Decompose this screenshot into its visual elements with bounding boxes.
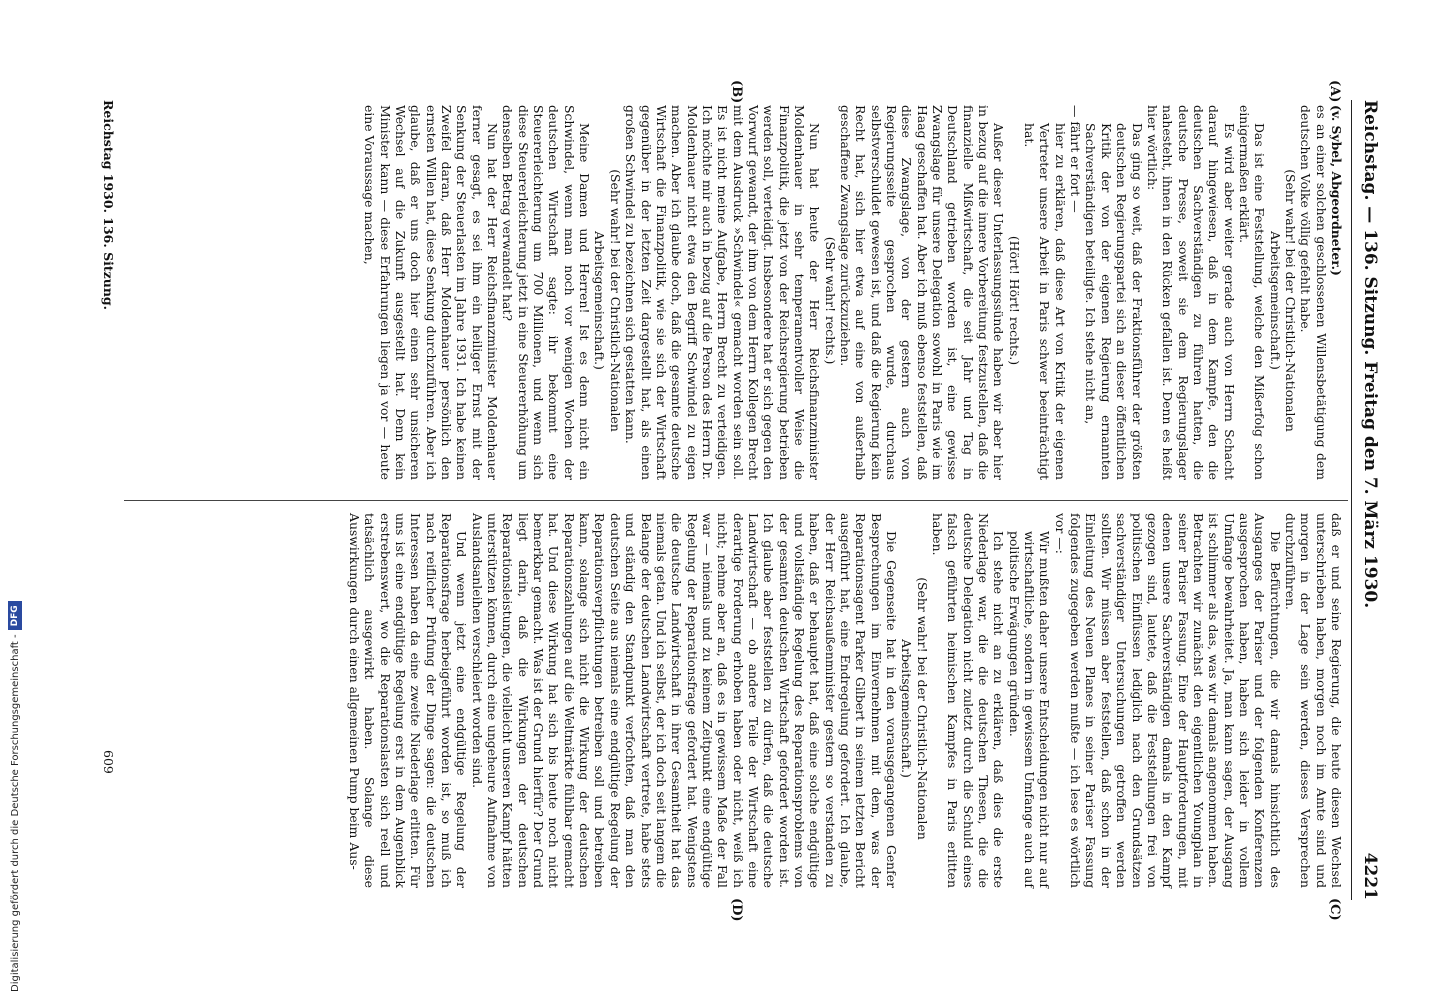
interjection: (Sehr wahr! bei der Christlich-Nationalen Arbeitsgemeinschaft.) <box>1267 169 1298 432</box>
footer-source: Reichstag 1930. 136. Sitzung. <box>101 100 116 310</box>
paragraph: Die Befürchtungen, die wir damals hinsichtlich des Ausganges der Pariser und der folgenden Konferenzen ausgesprochen haben, haben sich leider in vollem Umfange bewahrheitet. Ja, man kann sagen, der Ausgang ist schlimmer als das, was wir damals angenommen haben. Betrachten wir zunächst den eigentlichen Youngplan in seiner Pariser Fassung. Eine der Hauptforderungen, mit denen unsere Sachverständigen damals in den Kampf gezogen sind, lautete, daß die Feststellungen frei von politischen Einflüssen lediglich nach den Grundsätzen sachverständiger Untersuchungen getroffen werden sollten. Wir müssen aber feststellen, daß schon in der Einleitung des Neuen Planes in seiner Pariser Fassung folgendes zugegeben werden mußte — ich lese es wörtlich vor —: <box>1052 513 1283 888</box>
digitization-strip <box>6 420 26 992</box>
margin-mark-a: (A) <box>1327 80 1342 103</box>
digitization-note <box>6 420 26 992</box>
quotation: Wir mußten daher unsere Entscheidungen nicht nur auf wirtschaftliche, sondern in gewissem Umfange auch auf politische Erwägungen gründen. <box>1006 531 1053 888</box>
speaker-line: (v. Sybel, Abgeordneter.) <box>1329 105 1344 276</box>
quotation: Das ging so weit, daß der Fraktionsführer der größten deutschen Regierungspartei sich an dieser öffentlichen Kritik der von der eigenen Regierung ernannten Sachverständigen beteiligte. Ich stehe nicht an, <box>1083 123 1145 480</box>
right-column <box>347 513 1344 888</box>
header-page-number: 4221 <box>1360 852 1380 900</box>
quotation: hier zu erklären, daß diese Art von Kritik der eigenen Vertreter unsere Arbeit in Paris schwer beeinträchtigt hat. <box>1022 123 1068 480</box>
paragraph: Es wird aber weiter gerade auch von Herrn Schacht darauf hingewiesen, daß in dem Kampfe, den die deutschen Sachverständigen zu führen hatten, die deutsche Presse, soweit sie dem Regierungslager nahesteht, ihnen in den Rücken gefallen ist. Denn es heißt hier wörtlich: <box>1144 105 1237 480</box>
interjection: (Sehr wahr! bei der Christlich-Nationalen Arbeitsgemeinschaft.) <box>592 169 623 432</box>
paragraph: — fährt er fort — <box>1068 105 1084 213</box>
header-rule <box>1351 100 1352 900</box>
paragraph: Und wenn jetzt eine endgültige Regelung der Reparationsfrage herbeigeführt worden ist, so muß ich nach reiflicher Prüfung der Dinge sagen: die deutschen Interessen haben da eine zweite Niederlage erlitten. Für uns ist eine endgültige Regelung erst in dem Augenblick erstrebenswert, wo die Reparationslasten sich reell und tatsächlich ausgewirkt haben. Solange diese Auswirkungen durch einen allgemeinen Pump beim Aus- <box>347 513 470 888</box>
paragraph: Die Gegenseite hat in den vorausgegangenen Genfer Besprechungen im Einvernehmen mit dem, was der Reparationsagent Parker Gilbert in seinem letzten Bericht ausgeführt hat, eine Endregelung gefordert. Ich glaube, der Herr Reichsaußenminister gestern so verstanden zu haben, daß er behauptet hat, daß eine solche endgültige und vollständige Regelung des Reparationsproblems von der gesamten deutschen Wirtschaft gefordert worden ist. Ich glaube aber feststellen zu dürfen, daß die deutsche Landwirtschaft — ob andere Teile der Wirtschaft eine derartige Forderung erhoben haben oder nicht, weiß ich nicht; nehme aber an, daß es in gewissem Maße der Fall war — niemals und zu keinem Zeitpunkt eine endgültige Regelung der Reparationsfrage gefordert hat. Wenigstens die deutsche Landwirtschaft in ihrer Gesamtheit hat das niemals getan. Und ich selbst, der ich doch seit langem die Belange der deutschen Landwirtschaft vertrete, habe stets und ständig den Standpunkt verfochten, daß man den deutschen Seite aus niemals eine endgültige Regelung der Reparationsverpflichtungen betreiben soll und betreiben kann, solange sich nicht die Wirkung der deutschen Reparationszahlungen auf die Weltmärkte fühlbar gemacht hat. Und diese Wirkung hat sich bis heute noch nicht bemerkbar gemacht. Was ist der Grund hierfür? Der Grund liegt darin, daß die Wirkungen der deutschen Reparationsleistungen, die vielleicht unseren Kampf hätten unterstützen können, durch eine ungeheure Aufnahme von Auslandsanleihen verschleiert worden sind. <box>469 513 900 888</box>
interjection: (Sehr wahr! rechts.) <box>822 236 838 365</box>
paragraph: daß er und seine Regierung, die heute diesen Wechsel unterschrieben haben, morgen noch im Amte sind und morgen in der Lage sein werden, dieses Versprechen durchzuführen. <box>1282 513 1344 888</box>
paragraph: Nun hat der Herr Reichsfinanzminister Moldenhauer ferner gesagt, es sei ihm ein heiliger Ernst mit der Senkung der Steuerlasten im Jahre 1931. Ich habe keinen Zweifel daran, daß Herr Moldenhauer persönlich den ernsten Willen hat, diese Senkung durchzuführen. Aber ich glaube, daß er uns doch hier einen sehr unsicheren Wechsel auf die Zukunft ausgestellt hat. Denn kein Minister kann — diese Erfahrungen liegen ja vor — heute eine Voraussage machen, <box>362 105 501 480</box>
digitization-note-text: Digitalisierung gefördert durch die Deutsche Forschungsgemeinschaft - <box>10 634 21 992</box>
running-header <box>1352 100 1380 900</box>
footer-page-number: 609 <box>101 750 116 774</box>
paragraph: Nun hat heute der Herr Reichsfinanzminister Moldenhauer in sehr temperamentvoller Weise die Finanzpolitik, die jetzt von der Reichsregierung betrieben werden soll, verteidigt. Insbesondere hat er sich gegen den Vorwurf gewandt, der ihm von dem Herrn Kollegen Brecht mit dem Ausdruck »Schwindel« gemacht worden sein soll. Es ist nicht meine Aufgabe, Herrn Brecht zu verteidigen. Ich möchte mir auch in bezug auf die Person des Herrn Dr. Moldenhauer nicht etwa den Begriff Schwindel zu eigen machen. Aber ich glaube doch, daß die gesamte deutsche Wirtschaft die Finanzpolitik, wie sie sich der Wirtschaft gegenüber in der letzten Zeit dargestellt hat, als einen großen Schwindel zu bezeichnen sich gestatten kann. <box>623 105 823 480</box>
paragraph: Das ist eine Feststellung, welche den Mißerfolg schon einigermaßen erklärt. <box>1236 105 1268 480</box>
paragraph: Außer dieser Unterlassungssünde haben wir aber hier in bezug auf die innere Vorbereitung festzustellen, daß die finanzielle Mißwirtschaft, die seit Jahr und Tag in Deutschland getrieben worden ist, eine gewisse Zwangslage für unsere Delegation sowohl in Paris wie im Haag geschaffen hat. Aber ich muß ebenso feststellen, daß diese Zwangslage, von der gestern auch von Regierungsseite gesprochen wurde, durchaus selbstverschuldet gewesen ist, und daß die Regierung kein Recht hat, sich hier etwa auf eine von außerhalb geschaffene Zwangslage zurückzuziehen. <box>838 105 1007 480</box>
dfg-logo: DFG <box>8 601 22 630</box>
left-column <box>362 105 1344 480</box>
paragraph: es an einer solchen geschlossenen Willensbetätigung dem deutschen Volke völlig gefehlt habe. <box>1298 105 1329 480</box>
interjection: (Hört! Hört! rechts.) <box>1006 235 1022 366</box>
column-divider <box>124 500 1348 501</box>
interjection: (Sehr wahr! bei der Christlich-Nationalen Arbeitsgemeinschaft.) <box>899 577 930 840</box>
paragraph: Meine Damen und Herren! Ist es denn nicht ein Schwindel, wenn man noch vor wenigen Wochen der deutschen Wirtschaft sagte: ihr bekommt eine Steuererleichterung um 700 Millionen, und wenn sich diese Steuererleichterung jetzt in eine Steuererhöhung um denselben Betrag verwandelt hat? <box>500 105 593 480</box>
margin-mark-b: (B) <box>729 80 744 104</box>
margin-mark-c: (C) <box>1327 898 1342 921</box>
margin-mark-d: (D) <box>729 898 744 922</box>
paragraph: Ich stehe nicht an zu erklären, daß dies die erste Niederlage war, die die deutschen Thesen, die die deutsche Delegation nicht zuletzt durch die Schuld eines falsch geführten heimischen Kampfes in Paris erlitten haben. <box>930 513 1007 888</box>
header-title: Reichstag. — 136. Sitzung. Freitag den 7. März 1930. <box>1360 100 1380 609</box>
